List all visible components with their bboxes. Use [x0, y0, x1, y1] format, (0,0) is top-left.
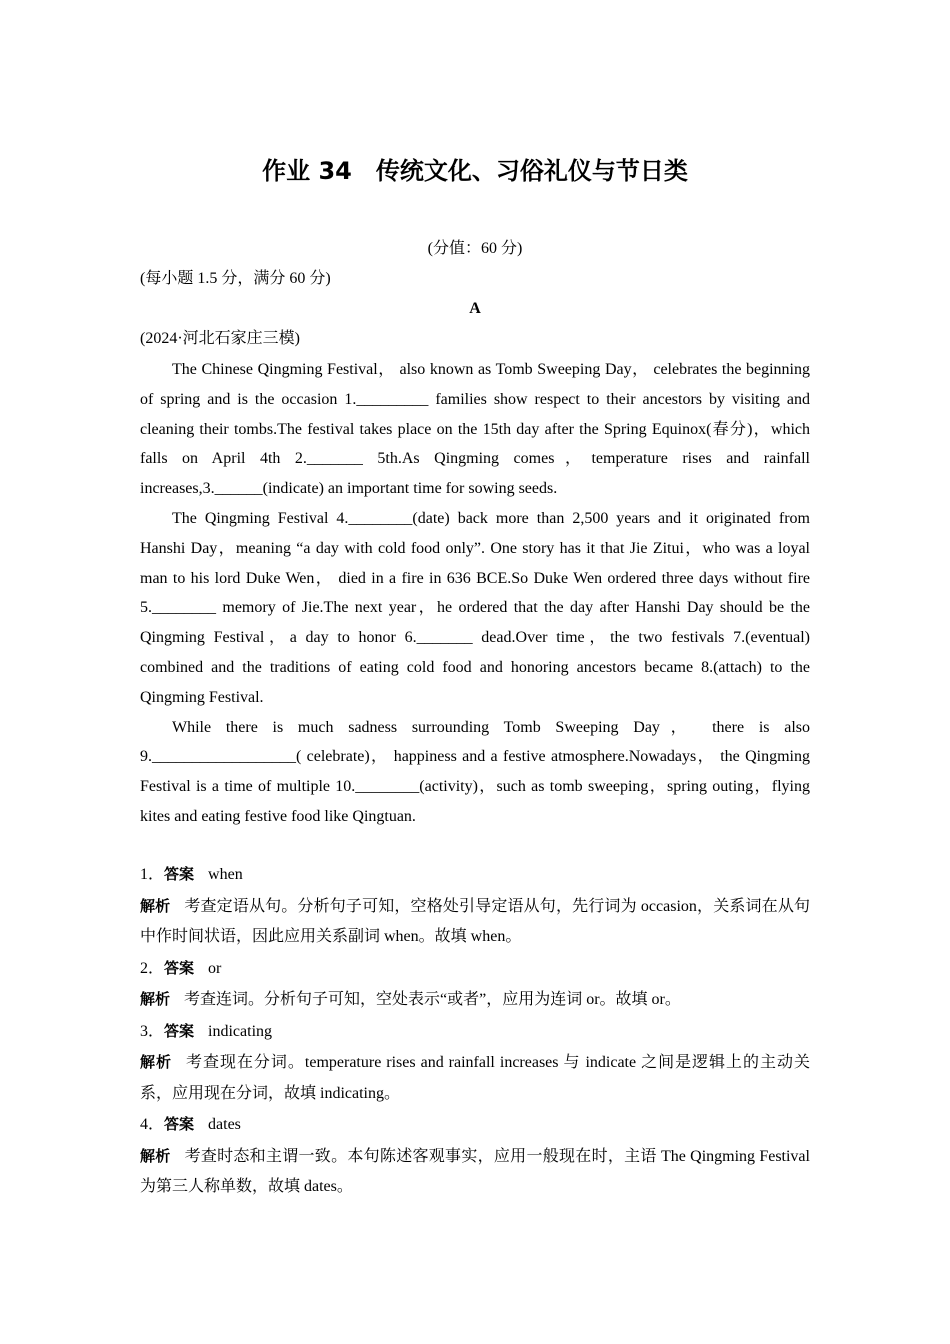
- explanation-line: [140, 1141, 810, 1203]
- source-note: (2024·河北石家庄三模): [140, 330, 300, 347]
- answer-value: or: [208, 959, 222, 977]
- answer-section: [140, 859, 810, 1203]
- reading-passage: [140, 355, 810, 832]
- explanation-line: [140, 891, 810, 953]
- scoring-instruction: (每小题 1.5 分，满分 60 分): [140, 270, 331, 287]
- answer-label: 答案: [164, 865, 195, 883]
- answer-line: [140, 1016, 810, 1048]
- answer-line: [140, 859, 810, 891]
- passage-paragraph: The Chinese Qingming Festival， also known as Tomb Sweeping Day， celebrates the beginning of spring and is the occasion 1._________ families show respect to their ancestors by visiting and cleaning their tombs.The festival takes place on the 15th day after the Spring Equinox(春分)，which falls on April 4th 2._______ 5th.As Qingming comes，temperature rises and rainfall increases,3.______(indicate) an important time for sowing seeds.: [140, 361, 810, 498]
- passage-paragraph: The Qingming Festival 4.________(date) back more than 2,500 years and it originated from Hanshi Day，meaning “a day with cold food only”. One story has it that Jie Zitui，who was a loyal man to his lord Duke Wen， died in a fire in 636 BCE.So Duke Wen ordered three days without fire 5.________ memory of Jie.The next year，he ordered that the day after Hanshi Day should be the Qingming Festival，a day to honor 6._______ dead.Over time，the two festivals 7.(eventual) combined and the traditions of eating cold food and honoring ancestors became 8.(attach) to the Qingming Festival.: [140, 509, 811, 706]
- score-note: (分值：60 分): [427, 240, 523, 257]
- explanation-text: 考查现在分词。temperature rises and rainfall increases 与 indicate 之间是逻辑上的主动关系，应用现在分词，故填 indicating。: [140, 1054, 810, 1102]
- explanation-label: 解析: [140, 896, 171, 915]
- section-heading: A: [469, 300, 481, 317]
- answer-value: when: [208, 866, 243, 883]
- explanation-label: 解析: [140, 1053, 172, 1071]
- answer-number: 3．: [140, 1022, 165, 1040]
- answer-value: indicating: [208, 1022, 273, 1040]
- explanation-label: 解析: [140, 1146, 171, 1165]
- passage-paragraph: While there is much sadness surrounding Tomb Sweeping Day， there is also 9.__________________( celebrate)， happiness and a festive atmosphere.Nowadays， the Qingming Festival is a time of multiple 10.________(activity)，such as tomb sweeping，spring outing，flying kites and eating festive food like Qingtuan.: [140, 718, 810, 825]
- explanation-text: 考查定语从句。分析句子可知，空格处引导定语从句，先行词为 occasion，关系词在从句中作时间状语，因此应用关系副词 when。故填 when。: [140, 897, 810, 945]
- answer-number: 4．: [140, 1116, 165, 1133]
- explanation-text: 考查连词。分析句子可知，空处表示“或者”，应用为连词 or。故填 or。: [184, 991, 681, 1008]
- answer-line: [140, 953, 810, 985]
- answer-number: 2．: [140, 959, 165, 977]
- page-title: 作业 34 传统文化、习俗礼仪与节日类: [262, 157, 688, 185]
- answer-value: dates: [208, 1116, 241, 1133]
- explanation-text: 考查时态和主谓一致。本句陈述客观事实，应用一般现在时，主语 The Qingming Festival 为第三人称单数，故填 dates。: [140, 1147, 810, 1195]
- explanation-line: [140, 1047, 810, 1109]
- explanation-label: 解析: [140, 990, 171, 1008]
- answer-label: 答案: [164, 1115, 195, 1133]
- answer-label: 答案: [164, 958, 195, 977]
- explanation-line: [140, 984, 810, 1016]
- answer-number: 1．: [140, 866, 165, 883]
- answer-line: [140, 1109, 810, 1141]
- answer-label: 答案: [164, 1021, 195, 1040]
